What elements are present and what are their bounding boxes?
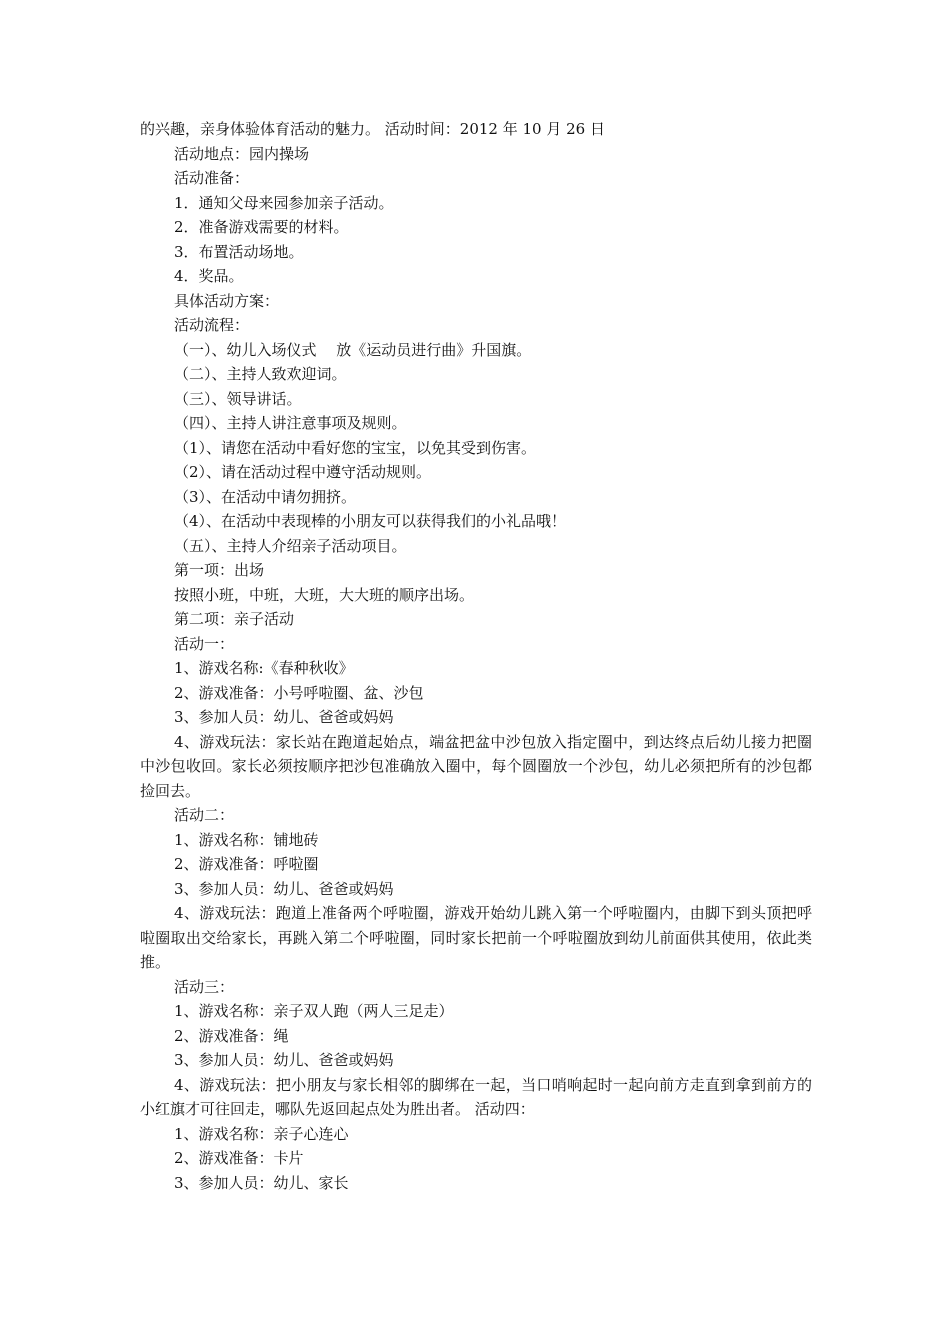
text-line: 2、游戏准备：绳: [174, 1026, 289, 1045]
text-line: 具体活动方案：: [174, 291, 280, 310]
text-line: 活动二：: [174, 806, 235, 824]
text-line: 活动准备：: [174, 169, 250, 187]
text-line: （五）、主持人介绍亲子活动项目。: [174, 536, 407, 555]
text-line: 2、游戏准备：卡片: [174, 1149, 304, 1167]
text-paragraph: 4、游戏玩法：跑道上准备两个呼啦圈，游戏开始幼儿跳入第一个呼啦圈内，由脚下到头顶把呼啦圈取出交给家长，再跳入第二个呼啦圈，同时家长把前一个呼啦圈放到幼儿前面供其使用，依此类推。: [140, 904, 812, 971]
text-line: 3、参加人员：幼儿、家长: [174, 1173, 349, 1192]
text-line: 第一项：出场: [174, 561, 265, 579]
text-line: 活动流程：: [174, 316, 250, 334]
text-line: （二）、主持人致欢迎词。: [174, 365, 347, 383]
text-line: （3）、在活动中请勿拥挤。: [174, 487, 357, 506]
text-line: 3．布置活动场地。: [174, 242, 304, 261]
text-line: （四）、主持人讲注意事项及规则。: [174, 414, 407, 432]
text-line: （2）、请在活动过程中遵守活动规则。: [174, 463, 432, 481]
text-line: 活动一：: [174, 634, 235, 653]
text-line: 按照小班，中班，大班，大大班的顺序出场。: [174, 585, 475, 604]
text-line: （4）、在活动中表现棒的小朋友可以获得我们的小礼品哦！: [174, 512, 567, 530]
text-line: 3、参加人员：幼儿、爸爸或妈妈: [174, 708, 394, 726]
text-line: （一）、幼儿入场仪式 放《运动员进行曲》升国旗。: [174, 340, 532, 359]
text-line: 1、游戏名称：亲子心连心: [174, 1124, 349, 1143]
text-line: 第二项：亲子活动: [174, 610, 295, 628]
document-body: [140, 117, 812, 1195]
text-paragraph: 4、游戏玩法：把小朋友与家长相邻的脚绑在一起，当口哨响起时一起向前方走直到拿到前方的小红旗才可往回走，哪队先返回起点处为胜出者。 活动四：: [140, 1075, 812, 1118]
text-line: 1、游戏名称:《春种秋收》: [174, 659, 354, 677]
text-line: 3、参加人员：幼儿、爸爸或妈妈: [174, 879, 394, 898]
text-line: 2、游戏准备：呼啦圈: [174, 855, 319, 873]
text-line: 2．准备游戏需要的材料。: [174, 218, 349, 236]
text-line: 2、游戏准备：小号呼啦圈、盆、沙包: [174, 683, 424, 702]
text-line: （1）、请您在活动中看好您的宝宝，以免其受到伤害。: [174, 438, 537, 457]
text-line: 活动地点：园内操场: [174, 144, 310, 163]
text-line: 活动三：: [174, 977, 235, 996]
text-line: 1、游戏名称：亲子双人跑（两人三足走）: [174, 1002, 454, 1020]
text-line: 1、游戏名称：铺地砖: [174, 830, 319, 849]
text-line: 的兴趣，亲身体验体育活动的魅力。 活动时间：2012 年 10 月 26 日: [140, 120, 605, 138]
text-line: 1．通知父母来园参加亲子活动。: [174, 193, 394, 212]
text-line: （三）、领导讲话。: [174, 389, 302, 408]
text-line: 3、参加人员：幼儿、爸爸或妈妈: [174, 1051, 394, 1069]
text-paragraph: 4、游戏玩法：家长站在跑道起始点，端盆把盆中沙包放入指定圈中，到达终点后幼儿接力把圈中沙包收回。家长必须按顺序把沙包准确放入圈中，每个圆圈放一个沙包，幼儿必须把所有的沙包都捡回去。: [140, 732, 812, 800]
text-line: 4．奖品。: [174, 267, 244, 285]
